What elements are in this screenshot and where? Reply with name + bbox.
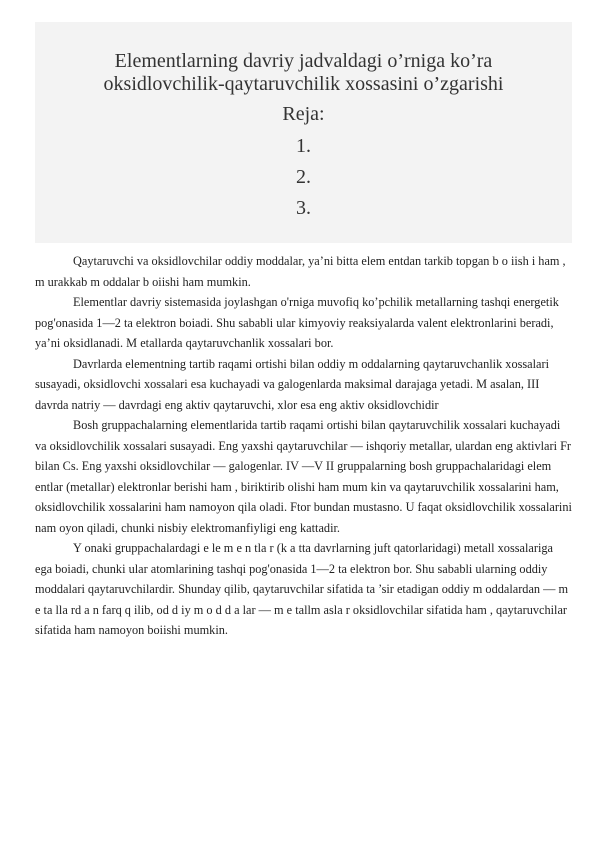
paragraph: Y onaki gruppachalardagi e le m e n tla r (k a tta davrlarning juft qatorlaridagi) metall xossalariga ega boiadi, chunki ular atomlarining tashqi pog'onasida 1—2 ta elektron bor. Shu sababli ularning oddiy moddalari qaytaruvchilardir. Shunday qilib, qaytaruvchilar sifatida ta ’sir etadigan oddiy m oddalardan — m e ta lla rd a n farq q ilib, od d iy m o d d a lar — m e tallm asla r oksidlovchilar sifatida ham , qaytaruvchilar sifatida ham namoyon boiishi mumkin. bbox=[35, 541, 569, 637]
paragraph: Elementlar davriy sistemasida joylashgan o'rniga muvofiq ko’pchilik metallarning tashqi energetik pog'onasida 1—2 ta elektron boiadi. Shu sababli ular kimyoviy reaksiyalarda valent elektronlarini beradi, ya’ni oksidlanadi. M etallarda qaytaruvchanlik xossalari bor. bbox=[35, 295, 559, 350]
paragraph: Davrlarda elementning tartib raqami ortishi bilan oddiy m oddalarning qaytaruvchanlik xossalari susayadi, oksidlovchi xossalari esa kuchayadi va galogenlarda maksimal darajaga yetadi. M asalan, III davrda natriy — davrdagi eng aktiv qaytaruvchi, xlor esa eng aktiv oksidlovchidir bbox=[35, 356, 550, 412]
plan-list bbox=[35, 131, 572, 224]
plan-item: 2. bbox=[296, 166, 311, 188]
plan-item: 1. bbox=[296, 135, 311, 157]
plan-heading: Reja: bbox=[282, 103, 325, 125]
document-title: Elementlarning davriy jadvaldagi o’rniga ko’ra oksidlovchilik-qaytaruvchilik xossasini o’zgarishi bbox=[103, 50, 504, 95]
title-block bbox=[35, 22, 572, 243]
plan-item: 3. bbox=[296, 197, 311, 219]
paragraph: Bosh gruppachalarning elementlarida tartib raqami ortishi bilan qaytaruvchilik xossalari kuchayadi va oksidlovchilik xossalari susayadi. Eng yaxshi qaytaruvchilar — ishqoriy metallar, ulardan eng aktivlari Fr bilan Cs. Eng yaxshi oksidlovchilar — galogenlar. IV —V II gruppalarning bosh gruppachalaridagi elem entlar (metallar) elektronlar berishi ham , biriktirib olishi ham mum kin va qaytaruvchilik xossalarini ham, oksidlovchilik xossalarini ham namoyon qila oladi. Ftor bundan mustasno. U faqat oksidlovchilik xossalarini nam oyon qiladi, chunki nisbiy elektromanfiyligi eng kattadir. bbox=[35, 418, 572, 535]
document-body bbox=[35, 251, 572, 641]
paragraph: Qaytaruvchi va oksidlovchilar oddiy moddalar, ya’ni bitta elem entdan tarkib topgan b o iish i ham , m urakkab m oddalar b oiishi ham mumkin. bbox=[35, 254, 566, 289]
